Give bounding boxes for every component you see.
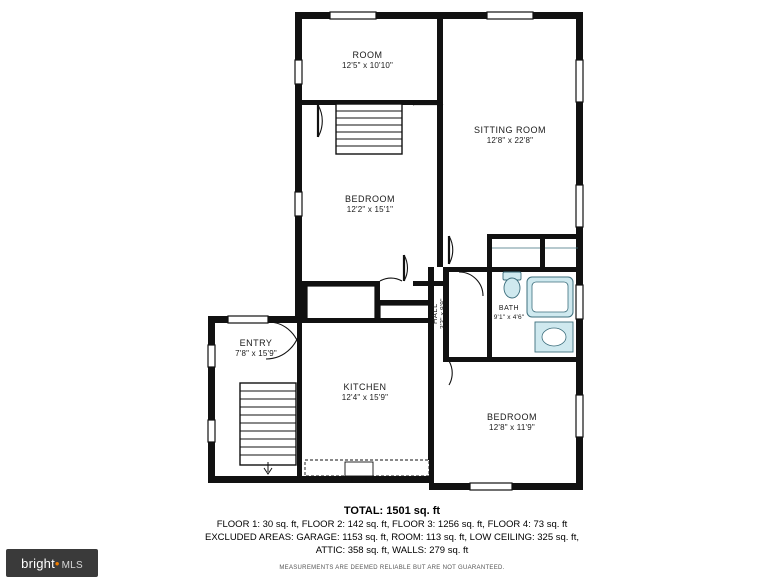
stairs-lower — [240, 383, 296, 474]
brand-name: bright — [21, 555, 55, 571]
floor-breakdown: FLOOR 1: 30 sq. ft, FLOOR 2: 142 sq. ft, FLOOR 3: 1256 sq. ft, FLOOR 4: 73 sq. ft — [216, 519, 568, 530]
room-name: BATH — [498, 305, 520, 312]
brand-text — [21, 556, 83, 571]
room-dimensions: 3'3" x 9'9" — [439, 298, 447, 330]
brand-suffix: MLS — [61, 559, 83, 571]
room-name: ENTRY — [239, 338, 273, 348]
room-name: BEDROOM — [344, 194, 395, 204]
room-name: ROOM — [352, 50, 383, 60]
excluded-areas-line-1: EXCLUDED AREAS: GARAGE: 1153 sq. ft, ROOM: 113 sq. ft, LOW CEILING: 325 sq. ft, — [205, 531, 579, 543]
total-square-feet: TOTAL: 1501 sq. ft — [343, 505, 441, 517]
room-name: HALL — [430, 303, 439, 325]
room-name: BEDROOM — [486, 412, 537, 422]
room-dimensions: 12'5" x 10'10" — [341, 61, 394, 71]
excluded-areas-line-2: ATTIC: 358 sq. ft, WALLS: 279 sq. ft — [315, 544, 469, 556]
room-dimensions: 12'8" x 11'9" — [489, 423, 535, 433]
room-name: KITCHEN — [343, 382, 387, 392]
stairs-upper — [336, 104, 402, 154]
area-summary — [0, 505, 784, 557]
room-dimensions: 12'2" x 15'1" — [346, 205, 394, 215]
room-dimensions: 12'8" x 22'8" — [486, 136, 534, 146]
room-dimensions: 9'1" x 4'6" — [493, 313, 525, 321]
room-name: SITTING ROOM — [474, 125, 546, 135]
brand-dot-icon: • — [54, 555, 60, 571]
room-dimensions: 7'8" x 15'9" — [235, 349, 277, 359]
measurement-disclaimer: MEASUREMENTS ARE DEEMED RELIABLE BUT ARE NOT GUARANTEED. — [279, 565, 505, 571]
room-dimensions: 12'4" x 15'9" — [341, 393, 389, 403]
bright-mls-logo — [6, 549, 98, 577]
